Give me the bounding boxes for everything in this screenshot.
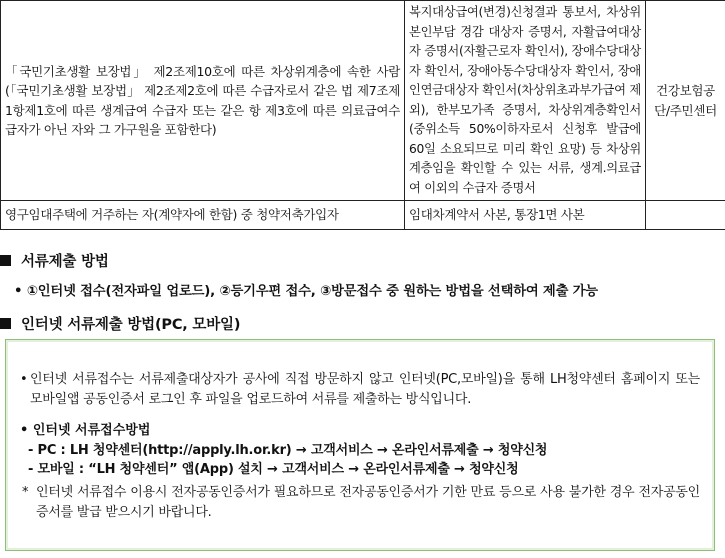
documents-cell: [405, 201, 646, 230]
target-cell: [1, 201, 405, 230]
issuer-text: 건강보험공단/주민센터: [654, 83, 717, 118]
submission-methods-bullet: • ①인터넷 접수(전자파일 업로드), ②등기우편 접수, ③방문접수 중 원하는 방법을 선택하여 제출 가능: [14, 284, 598, 299]
section-heading-submission: [0, 250, 109, 271]
target-text: 「국민기초생활 보장법」 제2조제10호에 따른 차상위계층에 속한 사람(「국민기초생활 보장법」 제2조제2호에 따른 수급자로서 같은 법 제7조제1항제1호에 따른 생계급여 수급자 또는 같은 항 제3호에 따른 의료급여수급자가 아닌 자와 그 가구원을 포함한다): [5, 63, 400, 137]
issuer-cell: [646, 201, 725, 230]
section-heading-online: [0, 313, 240, 334]
bullet-dot: •: [20, 372, 28, 387]
online-intro-paragraph: [20, 370, 700, 410]
target-cell: [1, 1, 405, 201]
how-to-mobile: - 모바일 : “LH 청약센터” 앱(App) 설치 → 고객서비스 → 온라인서류제출 → 청약신청: [28, 462, 519, 477]
target-text: 영구임대주택에 거주하는 자(계약자에 한함) 중 청약저축가입자: [5, 207, 339, 223]
documents-text: 임대차계약서 사본, 통장1면 사본: [409, 207, 585, 223]
how-to-title: • 인터넷 서류접수방법: [20, 423, 151, 438]
table-row: [1, 201, 725, 230]
documents-cell: [405, 1, 646, 201]
online-intro-text: 인터넷 서류접수는 서류제출대상자가 공사에 직접 방문하지 않고 인터넷(PC,모바일)을 통해 LH청약센터 홈페이지 또는 모바일앱 공동인증서 로그인 후 파일을 업로드하여 서류를 제출하는 방식입니다.: [30, 372, 700, 407]
square-bullet-icon: [0, 318, 11, 329]
documents-text: 복지대상급여(변경)신청결과 통보서, 차상위 본인부담 경감 대상자 증명서, 자활급여대상자 증명서(자활근로자 확인서), 장애수당대상자 확인서, 장애아동수당대상자 확인서, 장애인연금대상자 확인서(차상위초과부가급여 제외), 한부모가족 증명서, 차상위계층확인서(중위소득 50%이하자로서 신청후 발급에 60일 소요되므로 미리 확인 요망) 등 차상위계층임을 확인할 수 있는 서류, 생계.의료급여 이외의 수급자 증명서: [409, 5, 641, 195]
note-text: 인터넷 서류접수 이용시 전자공동인증서가 필요하므로 전자공동인증서가 기한 만료 등으로 사용 불가한 경우 전자공동인증서를 발급 받으시기 바랍니다.: [36, 485, 700, 520]
table-row: [1, 1, 725, 201]
note-mark: *: [22, 485, 29, 500]
issuer-cell: [646, 1, 725, 201]
online-submission-box: [5, 339, 715, 551]
eligibility-documents-table: [0, 0, 725, 230]
section-heading-text: 서류제출 방법: [21, 254, 109, 270]
certificate-note: [20, 483, 700, 523]
square-bullet-icon: [0, 255, 11, 266]
section-heading-text: 인터넷 서류제출 방법(PC, 모바일): [21, 317, 241, 333]
how-to-pc: - PC : LH 청약센터(http://apply.lh.or.kr) → 고객서비스 → 온라인서류제출 → 청약신청: [28, 443, 548, 458]
